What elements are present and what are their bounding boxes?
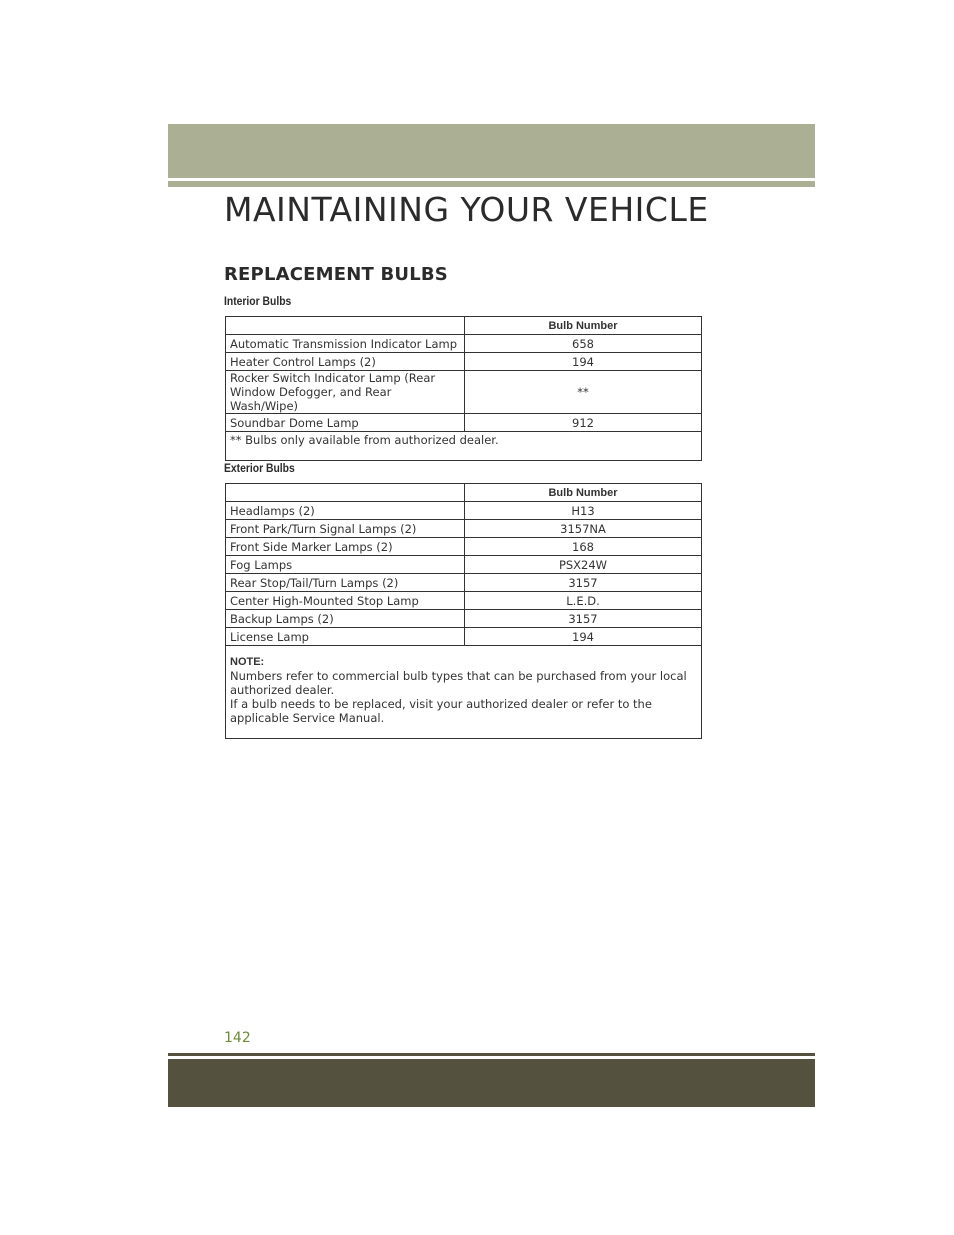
table-row <box>226 414 702 432</box>
bulb-name: Fog Lamps <box>226 556 465 574</box>
column-header-bulb-number: Bulb Number <box>465 484 702 502</box>
bulb-number: ** <box>465 371 702 414</box>
table-row <box>226 574 702 592</box>
bulb-name: Rocker Switch Indicator Lamp (Rear Window Defogger, and Rear Wash/Wipe) <box>226 371 465 414</box>
header-rule <box>168 181 815 187</box>
table-row <box>226 353 702 371</box>
table-row <box>226 335 702 353</box>
bulb-name: Front Side Marker Lamps (2) <box>226 538 465 556</box>
interior-bulbs-heading: Interior Bulbs <box>224 296 292 308</box>
bulb-name: Front Park/Turn Signal Lamps (2) <box>226 520 465 538</box>
bulb-name: Center High-Mounted Stop Lamp <box>226 592 465 610</box>
table-row <box>226 628 702 646</box>
bulb-number: 194 <box>465 628 702 646</box>
table-row <box>226 556 702 574</box>
section-title: REPLACEMENT BULBS <box>224 264 448 285</box>
column-header-bulb-number: Bulb Number <box>465 317 702 335</box>
exterior-bulbs-heading: Exterior Bulbs <box>224 463 295 475</box>
chapter-title: MAINTAINING YOUR VEHICLE <box>224 190 709 229</box>
footnote: ** Bulbs only available from authorized dealer. <box>226 432 702 461</box>
table-row <box>226 520 702 538</box>
bulb-name: Backup Lamps (2) <box>226 610 465 628</box>
bulb-number: 194 <box>465 353 702 371</box>
note-label: NOTE: <box>230 656 265 668</box>
page-number: 142 <box>224 1030 251 1046</box>
footnote-row <box>226 432 702 461</box>
exterior-bulbs-table <box>225 483 702 739</box>
table-header-row <box>226 317 702 335</box>
bulb-name: License Lamp <box>226 628 465 646</box>
table-header-empty <box>226 484 465 502</box>
interior-bulbs-table <box>225 316 702 461</box>
bulb-number: 3157NA <box>465 520 702 538</box>
table-row <box>226 610 702 628</box>
bulb-number: 658 <box>465 335 702 353</box>
table-row <box>226 592 702 610</box>
bulb-name: Headlamps (2) <box>226 502 465 520</box>
footer-band <box>168 1059 815 1107</box>
bulb-number: 912 <box>465 414 702 432</box>
table-header-row <box>226 484 702 502</box>
table-row <box>226 538 702 556</box>
bulb-number: H13 <box>465 502 702 520</box>
table-row <box>226 371 702 414</box>
footer-rule <box>168 1053 815 1056</box>
bulb-number: 168 <box>465 538 702 556</box>
bulb-number: L.E.D. <box>465 592 702 610</box>
bulb-name: Rear Stop/Tail/Turn Lamps (2) <box>226 574 465 592</box>
header-band <box>168 124 815 178</box>
note-cell <box>226 646 702 739</box>
bulb-name: Heater Control Lamps (2) <box>226 353 465 371</box>
note-text: If a bulb needs to be replaced, visit your authorized dealer or refer to the applicable Service Manual. <box>230 697 652 725</box>
bulb-name: Automatic Transmission Indicator Lamp <box>226 335 465 353</box>
note-text: Numbers refer to commercial bulb types that can be purchased from your local authorized dealer. <box>230 669 687 697</box>
table-header-empty <box>226 317 465 335</box>
bulb-number: PSX24W <box>465 556 702 574</box>
table-row <box>226 502 702 520</box>
note-row <box>226 646 702 739</box>
bulb-name: Soundbar Dome Lamp <box>226 414 465 432</box>
bulb-number: 3157 <box>465 574 702 592</box>
bulb-number: 3157 <box>465 610 702 628</box>
